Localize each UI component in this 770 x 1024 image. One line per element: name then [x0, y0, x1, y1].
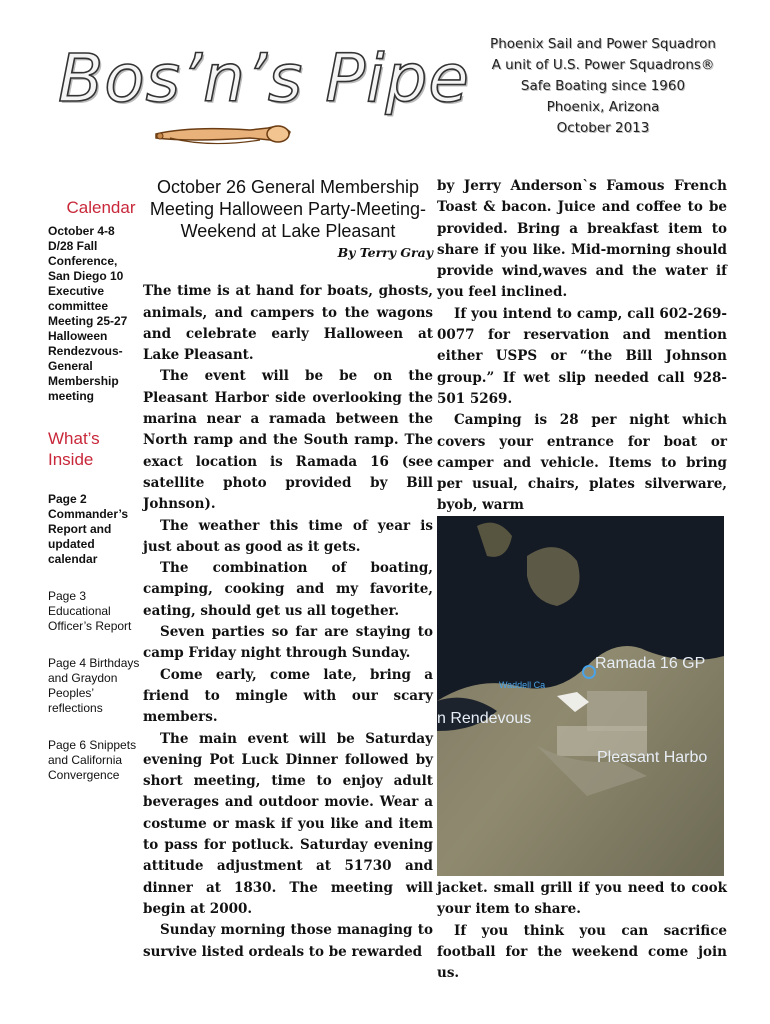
article-paragraph: The weather this time of year is just about as good as it gets.	[143, 517, 433, 555]
article-paragraph: Seven parties so far are staying to camp Friday night through Sunday.	[143, 624, 433, 662]
article-paragraph: Camping is 28 per night which covers your entrance for boat or camper and vehicle. Items to bring per usual, chairs, plates silverware, byob, warm	[437, 412, 727, 514]
sidebar	[48, 198, 140, 783]
bosun-pipe-icon	[150, 118, 300, 150]
article-paragraph: Sunday morning those managing to survive listed ordeals to be rewarded	[143, 922, 433, 960]
photo-label-small: Waddell Ca	[499, 680, 546, 690]
photo-label-harbor: Pleasant Harbo	[597, 749, 708, 766]
article-paragraph: by Jerry Anderson`s Famous French Toast & bacon. Juice and coffee to be provided. Bring a breakfast item to share if you like. Mid-morning should provide wind,waves and the water if you feel inclined.	[437, 178, 727, 301]
photo-label-rendezvous: n Rendevous	[437, 710, 532, 727]
calendar-heading: Calendar	[66, 198, 136, 217]
article-paragraph: jacket. small grill if you need to cook your item to share.	[437, 880, 727, 918]
photo-label-ramada: Ramada 16 GP	[595, 655, 706, 672]
inside-item-page-2: Page 2 Commander’s Report and updated calendar	[48, 492, 129, 566]
article-paragraph: The main event will be Saturday evening Pot Luck Dinner followed by short meeting, time to enjoy adult beverages and outdoor movie. Wear a costume or mask if you like and item to pass for potluck. Saturday evening attitude adjustment at 51730 and dinner at 1830. The meeting will begin at 2000.	[143, 730, 433, 917]
satellite-photo	[437, 516, 724, 876]
masthead-title: Bos’n’s Pipe	[58, 40, 470, 117]
inside-item-page-4: Page 4 Birthdays and Graydon Peoples’ reflections	[48, 656, 140, 715]
org-name: Phoenix Sail and Power Squadron	[490, 36, 716, 52]
article-byline: By Terry Gray	[337, 245, 433, 260]
organization-header	[458, 34, 748, 139]
article-title: October 26 General Membership Meeting Halloween Party-Meeting-Weekend at Lake Pleasant	[149, 177, 427, 241]
article-paragraph: Come early, come late, bring a friend to mingle with our scary members.	[143, 666, 433, 726]
article-paragraph: If you intend to camp, call 602-269-0077 for reservation and mention either USPS or “the Bill Johnson group.” If wet slip needed call 928-501 5269.	[437, 305, 727, 407]
whats-inside-heading: What’s Inside	[48, 429, 100, 469]
org-unit: A unit of U.S. Power Squadrons®	[491, 57, 715, 73]
article-paragraph: The combination of boating, camping, cooking and my favorite, eating, should get us all together.	[143, 560, 433, 619]
inside-item-page-6: Page 6 Snippets and California Convergence	[48, 738, 137, 782]
article-column-2	[437, 176, 727, 517]
article-column-2-continued	[437, 878, 727, 984]
org-location: Phoenix, Arizona	[546, 99, 660, 115]
inside-item-page-3: Page 3 Educational Officer’s Report	[48, 589, 132, 633]
article-paragraph: The event will be be on the Pleasant Harbor side overlooking the marina near a ramada between the North ramp and the South ramp. The exact location is Ramada 16 (see satellite photo provided by Bill Johnson).	[143, 368, 433, 513]
article-paragraph: If you think you can sacrifice football for the weekend come join us.	[437, 922, 727, 982]
article-paragraph: The time is at hand for boats, ghosts, animals, and campers to the wagons and celebrate early Halloween at Lake Pleasant.	[143, 283, 433, 364]
org-motto: Safe Boating since 1960	[520, 78, 686, 94]
calendar-text: October 4-8 D/28 Fall Conference, San Diego 10 Executive committee Meeting 25-27 Halloween Rendezvous-General Membership meeting	[48, 224, 128, 403]
article-column-1	[143, 176, 433, 963]
issue-date: October 2013	[556, 120, 650, 136]
